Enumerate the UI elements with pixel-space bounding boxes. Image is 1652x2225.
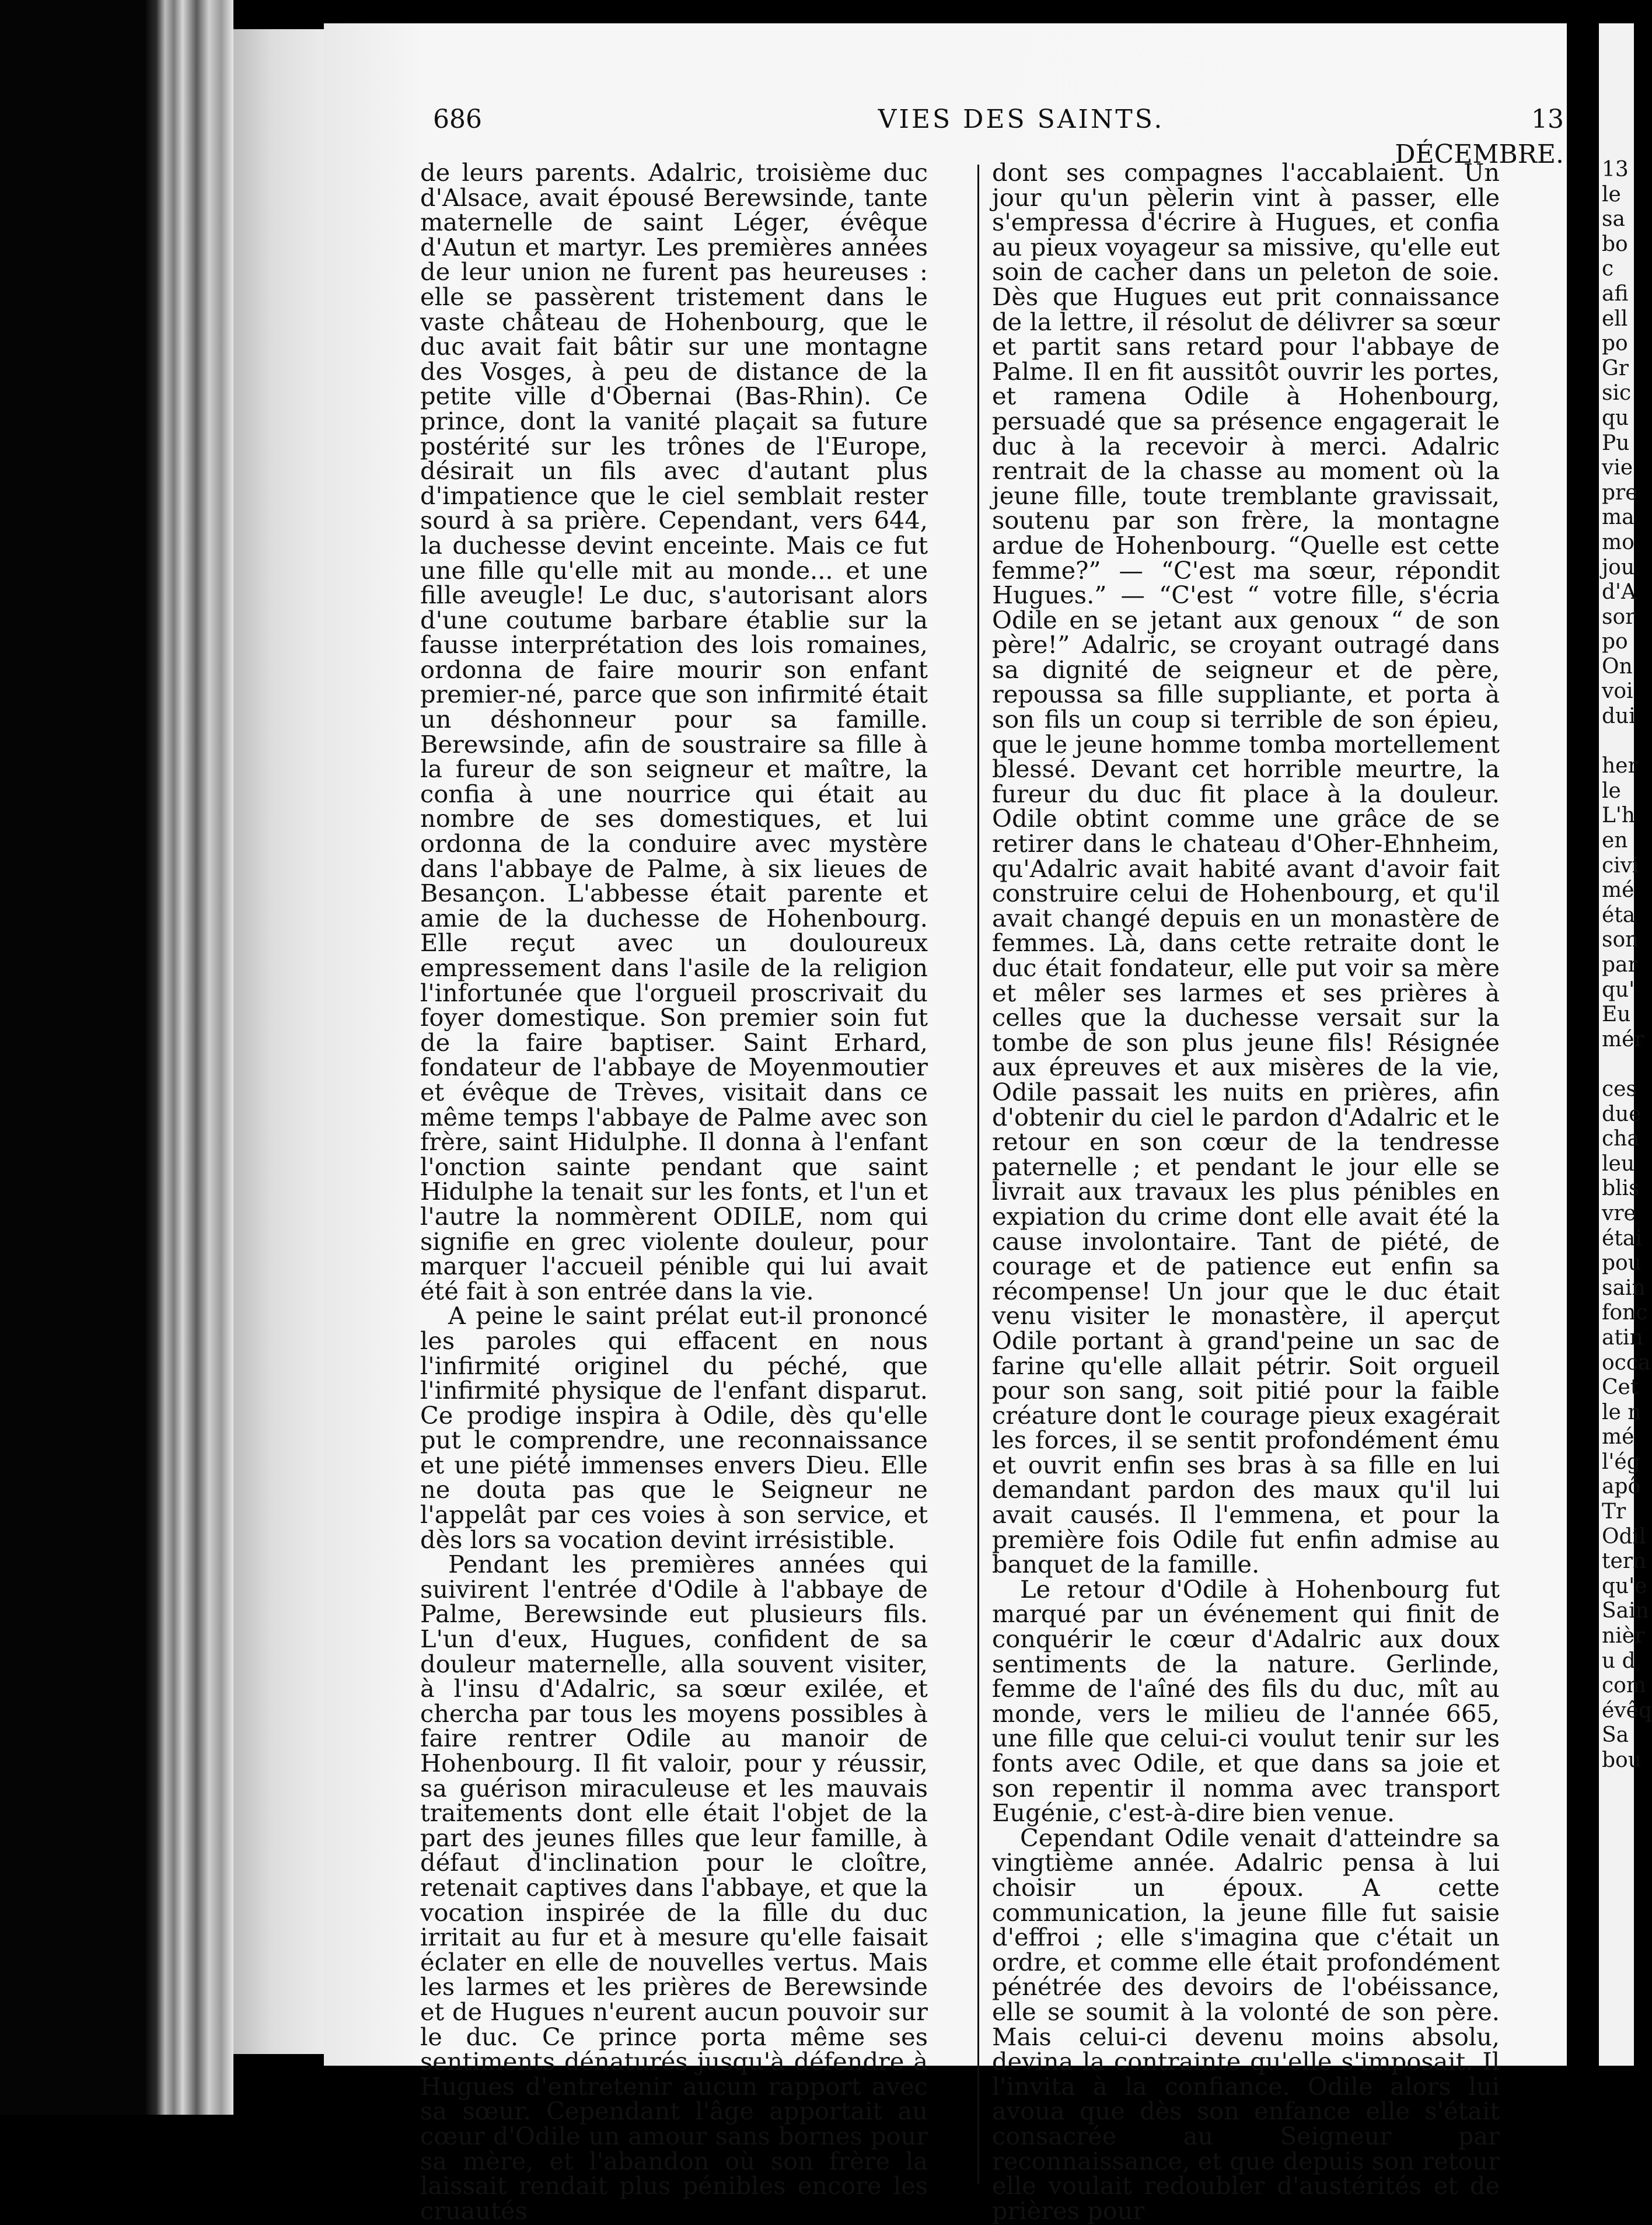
facing-page-fragment: her: [1602, 754, 1638, 778]
facing-page-fragment: voi: [1602, 679, 1633, 704]
facing-page-fragment: mér: [1602, 1027, 1644, 1052]
paragraph: Pendant les premières années qui suivirent l'entrée d'Odile à l'abbaye de Palme, Berewsinde eut plusieurs fils. L'un d'eux, Hugues, confident de sa douleur maternelle, alla souvent visiter, à l'insu d'Adalric, sa sœur exilée, et chercha par tous les moyens possibles à faire rentrer Odile au manoir de Hohenbourg. Il fit valoir, pour y réussir, sa guérison miraculeuse et les mauvais traitements dont elle était l'objet de la part des jeunes filles que leur famille, à défaut d'inclination pour le cloître, retenait captives dans l'abbaye, et que la vocation inspirée de la fille du duc irritait au fur et à mesure qu'elle faisait éclater en elle de nouvelles vertus. Mais les larmes et les prières de Berewsinde et de Hugues n'eurent aucun pouvoir sur le duc. Ce prince porta même ses sentiments dénaturés jusqu'à défendre à Hugues d'entretenir aucun rapport avec sa sœur. Cependant l'âge apportait au cœur d'Odile un amour sans bornes pour sa mère, et l'abandon où son frère la laissait rendait plus pénibles encore les cruautés: [420, 1550, 928, 2225]
facing-page-fragment: qu': [1602, 977, 1635, 1002]
facing-page-fragment: L'h: [1602, 804, 1635, 828]
facing-page-fragment: mé: [1602, 878, 1634, 903]
facing-page-fragment: due: [1602, 1102, 1641, 1126]
facing-page-fragment: Tr: [1602, 1500, 1626, 1524]
paragraph: A peine le saint prélat eut-il prononcé les paroles qui effacent en nous l'infirmité originel du péché, que l'infirmité physique de l'enfant disparut. Ce prodige inspira à Odile, dès qu'elle put le comprendre, une reconnaissance et une piété immenses envers Dieu. Elle ne douta pas que le Seigneur ne l'appelât par ces voies à son service, et dès lors sa vocation devint irrésistible.: [420, 1301, 928, 1554]
facing-page-fragment: afi: [1602, 281, 1629, 306]
facing-page-fragment: [1602, 729, 1637, 755]
facing-page-fragment: dui: [1602, 704, 1636, 729]
facing-page-fragment: po: [1602, 630, 1628, 654]
facing-page-fragment: l'ég: [1602, 1449, 1640, 1474]
facing-page-fragment: ces: [1602, 1077, 1637, 1101]
facing-page-fragment: c: [1602, 257, 1614, 281]
facing-page-fragment: 13: [1602, 158, 1629, 181]
facing-page-fragment: en: [1602, 829, 1628, 853]
paragraph: dont ses compagnes l'accablaient. Un jour qu'un pèlerin vint à passer, elle s'empressa d'écrire à Hugues, et confia au pieux voyageur sa missive, qu'elle eut soin de cacher dans un peleton de soie. Dès que Hugues eut prit connaissance de la lettre, il résolut de délivrer sa sœur et partit sans retard pour l'abbaye de Palme. Il en fit aussitôt ouvrir les portes, et ramena Odile à Hohenbourg, persuadé que sa présence engagerait le duc à la recevoir à merci. Adalric rentrait de la chasse au moment où la jeune fille, toute tremblante gravissait, soutenu par son frère, la montagne ardue de Hohenbourg. “Quelle est cette femme?” — “C'est ma sœur, répondit Hugues.” — “C'est “ votre fille, s'écria Odile en se jetant aux genoux “ de son père!” Adalric, se croyant outragé dans sa dignité de seigneur et de père, repoussa sa fille suppliante, et porta à son fils un coup si terrible de son épieu, que le jeune homme tomba mortellement blessé. Devant cet horrible meurtre, la fureur du duc fit place à la douleur. Odile obtint comme une grâce de se retirer dans le chateau d'Oher-Ehnheim, qu'Adalric avait habité avant d'avoir fait construire celui de Hohenbourg, et qu'il avait changé depuis en un monastère de femmes. Là, dans cette retraite dont le duc était fondateur, elle put voir sa mère et mêler ses larmes et ses prières à celles que la duchesse versait sur la tombe de son plus jeune fils! Résignée aux épreuves et aux misères de la vie, Odile passait les nuits en prières, afin d'obtenir du ciel le pardon d'Adalric et le retour en son cœur de la tendresse paternelle ; et pendant le jour elle se livrait aux travaux les plus pénibles en expiation du crime dont elle avait été la cause involontaire. Tant de piété, de courage et de patience eut enfin sa récompense! Un jour que le duc était venu visiter le monastère, il aperçut Odile portant à grand'peine un sac de farine qu'elle allait pétrir. Soit orgueil pour son sang, soit pitié pour la faible créature dont le courage pieux exagérait les forces, il se sentit profondément ému et ouvrit enfin ses bras à sa fille en lui demandant pardon des maux qu'il lui avait causés. Il l'emmena, et pour la première fois Odile fut enfin admise au banquet de la famille.: [992, 158, 1500, 1579]
facing-page-fragment: leu: [1602, 1151, 1635, 1176]
facing-page-fragment: tern: [1602, 1549, 1647, 1574]
facing-page-fragment: éta: [1602, 903, 1636, 927]
facing-page-fragment: d'A: [1602, 580, 1636, 605]
paragraph: Cependant Odile venait d'atteindre sa vingtième année. Adalric pensa à lui choisir un époux. A cette communication, la jeune fille fut saisie d'effroi ; elle s'imagina que c'était un ordre, et comme elle était profondément pénétrée des devoirs de l'obéissance, elle se soumit à la volonté de son père. Mais celui-ci devenu moins absolu, devina la contrainte qu'elle s'imposait. Il l'invita à la confiance. Odile alors lui avoua que dès son enfance elle s'était consacrée au Seigneur par reconnaissance, et que depuis son retour elle voulait redoubler d'austérités et de prières pour: [992, 1823, 1500, 2225]
facing-page-fragment: ell: [1602, 306, 1628, 331]
facing-page-fragment: étai: [1602, 1226, 1642, 1251]
facing-page-fragment: vre: [1602, 1201, 1636, 1225]
facing-page-fragment: po: [1602, 331, 1628, 356]
facing-page-fragment: sain: [1602, 1276, 1646, 1300]
facing-page-fragment: [1602, 1052, 1637, 1077]
facing-page-fragment: qu'e: [1602, 1574, 1647, 1598]
left-text-column: [420, 158, 928, 2225]
column-divider: [977, 165, 979, 2184]
running-date: 13 DÉCEMBRE.: [1395, 104, 1564, 169]
facing-page-fragment: mo: [1602, 530, 1634, 554]
facing-page-fragment: Pu: [1602, 431, 1630, 455]
facing-page-fragment: évêq: [1602, 1698, 1652, 1723]
facing-page-fragment: qu: [1602, 406, 1629, 430]
facing-page-fragment: mé: [1602, 1425, 1634, 1449]
facing-page-fragment: u d: [1602, 1648, 1636, 1673]
page-margin-strip: [233, 29, 327, 2054]
running-title: VIES DES SAINTS.: [878, 104, 1165, 134]
facing-page-fragment: Odil: [1602, 1524, 1646, 1549]
facing-page-fragment: blis: [1602, 1176, 1640, 1201]
facing-page-fragment: le: [1602, 778, 1621, 803]
right-text-column: [992, 158, 1500, 2225]
book-binding: [0, 0, 146, 2115]
page-edges: [146, 0, 233, 2115]
facing-page-fragment: cha: [1602, 1127, 1640, 1151]
facing-page-fragment: Sa: [1602, 1723, 1629, 1748]
facing-page-fragment: Cet: [1602, 1375, 1639, 1400]
facing-page-fragment: bou: [1602, 1748, 1641, 1772]
paragraph: Le retour d'Odile à Hohenbourg fut marqué par un événement qui finit de conquérir le cœur d'Adalric aux doux sentiments de la nature. Gerlinde, femme de l'aîné des fils du duc, mît au monde, vers le milieu de l'année 665, une fille que celui-ci voulut tenir sur les fonts avec Odile, et que dans sa joie et son repentir il nomma avec transport Eugénie, c'est-à-dire bien venue.: [992, 1574, 1500, 1828]
facing-page-fragment: Eu: [1602, 1003, 1631, 1027]
facing-page-fragment: pou: [1602, 1251, 1641, 1276]
paragraph: de leurs parents. Adalric, troisième duc d'Alsace, avait épousé Berewsinde, tante maternelle de saint Léger, évêque d'Autun et martyr. Les premières années de leur union ne furent pas heureuses : elle se passèrent tristement dans le vaste château de Hohenbourg, que le duc avait fait bâtir sur une montagne des Vosges, à peu de distance de la petite ville d'Obernai (Bas-Rhin). Ce prince, dont la vanité plaçait sa future postérité sur les trônes de l'Europe, désirait un fils avec d'autant plus d'impatience que le ciel semblait rester sourd à sa prière. Cependant, vers 644, la duchesse devint enceinte. Mais ce fut une fille qu'elle mit au monde... et une fille aveugle! Le duc, s'autorisant alors d'une coutume barbare établie sur la fausse interprétation des lois romaines, ordonna de faire mourir son enfant premier-né, parce que son infirmité était un déshonneur pour sa famille. Berewsinde, afin de soustraire sa fille à la fureur de son seigneur et maître, la confia à une nourrice qui était au nombre de ses domestiques, et lui ordonna de la conduire avec mystère dans l'abbaye de Palme, à six lieues de Besançon. L'abbesse était parente et amie de la duchesse de Hohenbourg. Elle reçut avec un douloureux empressement dans l'asile de la religion l'infortunée que l'orgueil proscrivait du foyer domestique. Son premier soin fut de la faire baptiser. Saint Erhard, fondateur de l'abbaye de Moyenmoutier et évêque de Trèves, visitait dans ce même temps l'abbaye de Palme avec son frère, saint Hidulphe. Il donna à l'enfant l'onction sainte pendant que saint Hidulphe la tenait sur les fonts, et l'un et l'autre la nommèrent ODILE, nom qui signifie en grec violente douleur, pour marquer l'accueil pénible qui lui avait été fait à son entrée dans la vie.: [420, 158, 928, 1305]
facing-page-fragment: apô: [1602, 1475, 1641, 1499]
facing-page-fragment: Gr: [1602, 356, 1629, 380]
facing-page-fragment: nièr: [1602, 1624, 1645, 1648]
page-number: 686: [433, 104, 482, 134]
facing-page-fragment: ma: [1602, 505, 1634, 530]
facing-page-fragment: son: [1602, 928, 1639, 952]
facing-page-fragment: sa: [1602, 207, 1625, 232]
page-gutter: [1567, 0, 1599, 2115]
facing-page-fragment: com: [1602, 1674, 1646, 1698]
facing-page-fragment: On: [1602, 654, 1633, 679]
facing-page-fragment: le n: [1602, 1400, 1641, 1424]
facing-page-fragment: sic: [1602, 381, 1632, 406]
facing-page-fragments: [1602, 158, 1652, 1773]
facing-page-fragment: le: [1602, 182, 1621, 207]
facing-page-fragment: atin: [1602, 1325, 1643, 1350]
facing-page-fragment: civi: [1602, 853, 1639, 878]
facing-page-fragment: jou: [1602, 555, 1635, 579]
facing-page-fragment: fonc: [1602, 1301, 1648, 1325]
facing-page-fragment: sor: [1602, 605, 1636, 629]
facing-page-fragment: occa: [1602, 1350, 1651, 1375]
facing-page-fragment: pre: [1602, 480, 1638, 505]
facing-page-fragment: vie: [1602, 456, 1633, 480]
facing-page-fragment: Sain: [1602, 1599, 1649, 1623]
facing-page-fragment: par: [1602, 953, 1638, 977]
facing-page-fragment: bo: [1602, 232, 1628, 256]
